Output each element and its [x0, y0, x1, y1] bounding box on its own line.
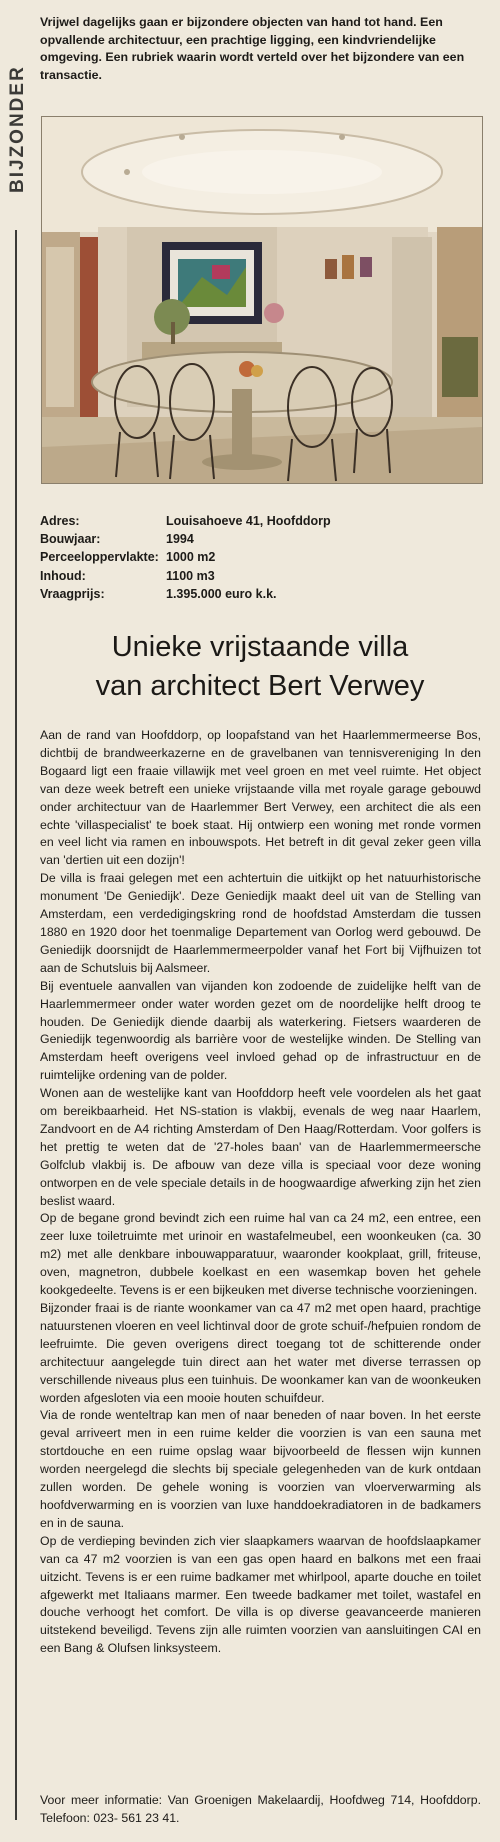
article-paragraph: Op de begane grond bevindt zich een ruime hal van ca 24 m2, een entree, een zeer luxe toiletruimte met urinoir en wastafelmeubel, een woonkeuken (ca. 30 m2) met alle denkbare inbouwapparatuur, waaronder kookplaat, grill, friteuse, oven, magnetron, dubbele koelkast en een wasemkap boven het gehele kookgedeelte. Tevens is er een bijkeuken met diverse technische voorzieningen.: [40, 1211, 481, 1298]
dining-room-illustration: [42, 117, 482, 483]
rubric-intro: Vrijwel dagelijks gaan er bijzondere objecten van hand tot hand. Een opvallende architectuur, een prachtige ligging, een kindvriendelijke omgeving. Een rubriek waarin wordt verteld over het bijzondere van een transactie.: [40, 15, 465, 82]
fact-value: 1000 m2: [166, 550, 216, 565]
article-paragraph: De villa is fraai gelegen met een achtertuin die uitkijkt op het natuurhistorische monument 'De Geniedijk'. Deze Geniedijk maakt deel uit van de Stelling van Amsterdam, een verdedigingskring rond de hoofdstad Amsterdam die tussen 1880 en 1920 door het toenmalige Departement van Oorlog werd gebouwd. De Geniedijk doorsnijdt de Haarlemmermeerpolder vanaf het Fort bij Vijfhuizen tot aan de Schutsluis bij Aalsmeer.: [40, 871, 481, 975]
article-paragraph: Aan de rand van Hoofddorp, op loopafstand van het Haarlemmermeerse Bos, dichtbij de brandweerkazerne en de gravelbanen van tennisvereniging In den Bogaard ligt een fraaie villawijk met veel groen en met veel ruimte. Het object van deze week betreft een unieke vrijstaande villa met royale garage gebouwd onder architectuur van de Haarlemmer Bert Verwey, een architect die als een echte 'villaspecialist' te boek staat. Hij ontwierp een woning met ronde vormen en veel licht via ramen en inbouwspots. Het betreft in dit geval zeker geen villa van 'dertien uit een dozijn'!: [40, 728, 481, 868]
article-body: [40, 727, 481, 1658]
rubric-divider-line: [15, 230, 17, 1820]
article-paragraph: Op de verdieping bevinden zich vier slaapkamers waarvan de hoofdslaapkamer van ca 47 m2 voorzien is van een gas open haard en balkons met een fraai uitzicht. Tevens is er een ruime badkamer met whirlpool, aparte douche en toilet afgewerkt met Italiaans marmer. Een tweede badkamer met toilet, wastafel en douche verhoogt het comfort. De villa is op diverse geavanceerde manieren uitstekend beveiligd. Tevens zijn alle ruimten voorzien van aansluitingen CAI en een Bang & Olufsen linksysteem.: [40, 1533, 481, 1656]
fact-row-plot-area: [40, 548, 480, 566]
article-headline: [30, 628, 490, 706]
fact-label: Perceeloppervlakte:: [40, 550, 159, 565]
fact-value: 1.395.000 euro k.k.: [166, 586, 277, 601]
fact-value: 1994: [166, 532, 194, 547]
fact-label: Adres:: [40, 514, 80, 528]
fact-row-asking-price: [40, 585, 480, 603]
property-facts: [40, 512, 480, 603]
contact-info: Voor meer informatie: Van Groenigen Makelaardij, Hoofdweg 714, Hoofddorp. Telefoon: 023- 561 23 41.: [40, 1793, 481, 1825]
villa-interior-photo: [41, 116, 483, 484]
fact-label: Inhoud:: [40, 568, 86, 583]
article-paragraph: Via de ronde wenteltrap kan men of naar beneden of naar boven. In het eerste geval arriveert men in een ruime kelder die voorzien is van een sauna met stortdouche en een ruime opslag waar bijvoorbeeld de flessen wijn kunnen worden neergelegd die slechts bij speciale gelegenheden van de kurk ontdaan zullen worden. De gehele woning is voorzien van vloerverwarming als hoofdverwarming en is voorzien van luxe handdoekradiatoren in de badkamers en in de sauna.: [40, 1408, 481, 1530]
rubric-label: BIJZONDER: [7, 65, 28, 193]
fact-value: 1100 m3: [166, 568, 215, 583]
rubric-rail: [0, 0, 30, 1842]
headline-line-2: van architect Bert Verwey: [95, 670, 425, 702]
article-paragraph: Bijzonder fraai is de riante woonkamer van ca 47 m2 met open haard, prachtige natuurstenen vloeren en veel lichtinval door de grote schuif-/hefpuien rondom de leefruimte. Die geven overigens direct toegang tot de schitterende onder architectuur aangelegde tuin direct aan het water met diverse terrassen op verschillende niveaus plus een tuinhuis. De woonkamer kan van de woonkeuken worden afgesloten via een mooie houten schuifdeur.: [40, 1301, 481, 1405]
article-paragraph: Bij eventuele aanvallen van vijanden kon zodoende de zuidelijke helft van de Haarlemmermeer onder water worden gezet om de noordelijke helft droog te houden. De Geniedijk diende daarbij als waterkering. Fietsers waarderen de Geniedijk tegenwoordig als barrière voor de westelijke winden. De Stelling van Amsterdam heeft overigens veel invloed gehad op de infrastructuur en de ruimtelijke ordening van de polder.: [40, 978, 481, 1083]
fact-row-address: [40, 512, 480, 530]
fact-value: Louisahoeve 41, Hoofddorp: [166, 514, 331, 528]
article-paragraph: Wonen aan de westelijke kant van Hoofddorp heeft vele voordelen als het gaat om bereikbaarheid. Het NS-station is vlakbij, evenals de weg naar Haarlem, Zandvoort en de A4 richting Amsterdam of Den Haag/Rotterdam. Voor golfers is het prettig te weten dat de '27-holes baan' van de Haarlemmermeersche Golfclub vlakbij is. De afbouw van deze villa is speciaal voor deze woning ontworpen en de vele speciale details in de hoogwaardige afwerking zijn het zien beslist waard.: [40, 1086, 481, 1208]
headline-line-1: Unieke vrijstaande villa: [111, 631, 409, 663]
fact-row-build-year: [40, 530, 480, 548]
fact-row-volume: [40, 567, 480, 585]
fact-label: Bouwjaar:: [40, 532, 101, 547]
fact-label: Vraagprijs:: [40, 586, 105, 601]
